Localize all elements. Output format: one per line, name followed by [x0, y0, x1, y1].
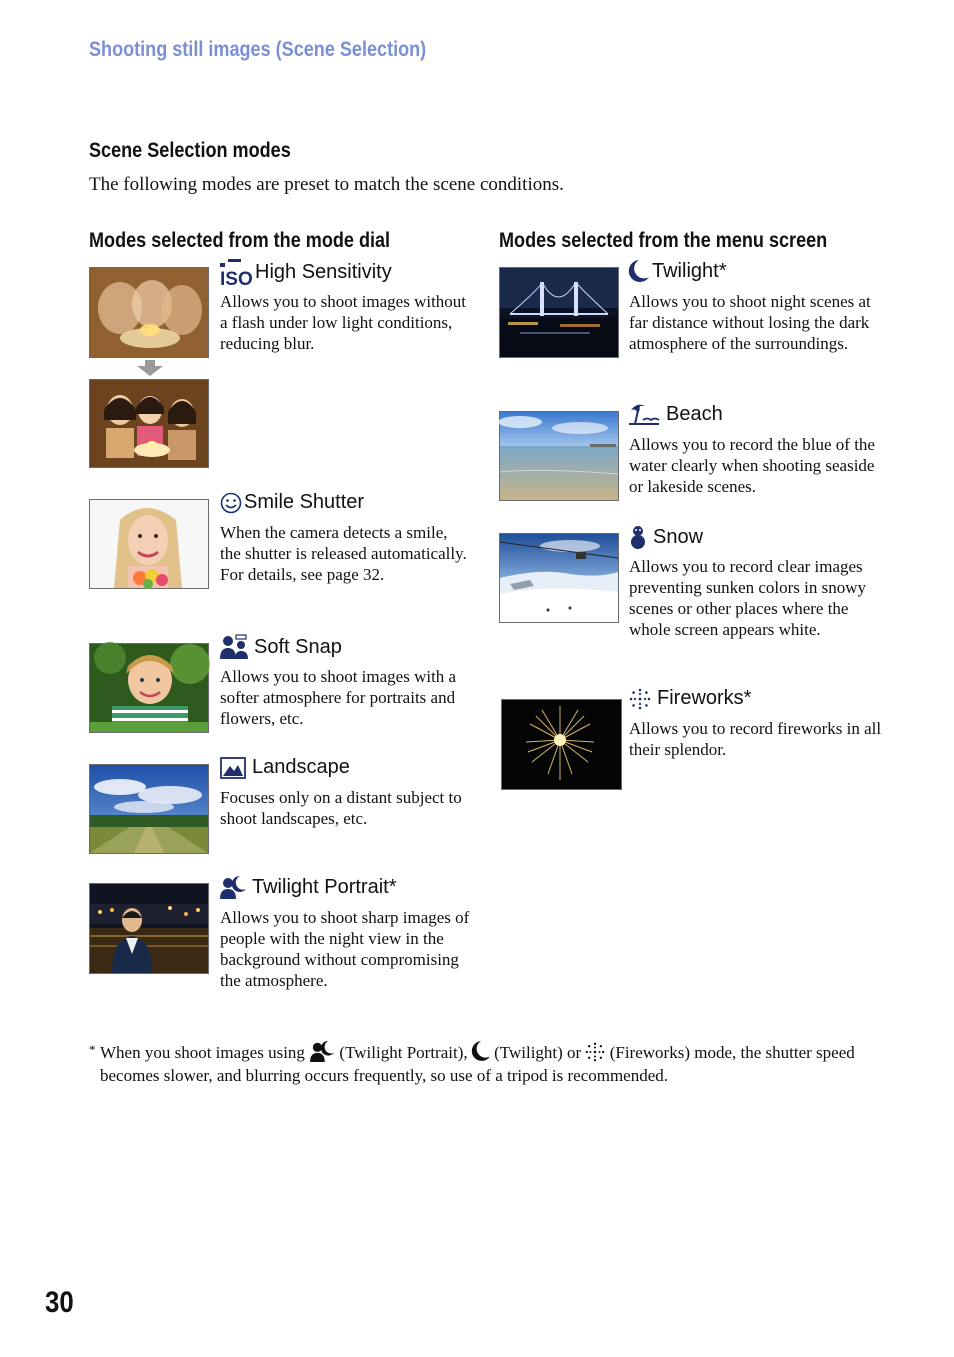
- snow-photo: [499, 533, 619, 623]
- down-arrow-icon: [137, 360, 163, 381]
- twilight-portrait-icon: [220, 875, 246, 899]
- footnote: [89, 1040, 889, 1087]
- iso-icon: [220, 259, 253, 290]
- right-column-title: Modes selected from the menu screen: [499, 229, 828, 252]
- fireworks-icon: [585, 1042, 605, 1062]
- beach-photo: [499, 411, 619, 501]
- footnote-marker: *: [89, 1042, 96, 1057]
- mode-title-high-sensitivity: [220, 259, 392, 290]
- running-head: Shooting still images (Scene Selection): [89, 38, 427, 61]
- high-sensitivity-after-photo: [89, 379, 209, 468]
- mode-desc-beach: Allows you to record the blue of the water clearly when shooting seaside or lakeside scenes.: [629, 435, 875, 496]
- mode-desc-high-sensitivity: Allows you to shoot images without a flash under low light conditions, reducing blur.: [220, 292, 467, 353]
- mode-desc-soft-snap: Allows you to shoot images with a softer atmosphere for portraits and flowers, etc.: [220, 667, 457, 728]
- left-column-title: Modes selected from the mode dial: [89, 229, 391, 252]
- mode-desc-fireworks: Allows you to record fireworks in all their splendor.: [629, 719, 882, 759]
- mode-title-text: High Sensitivity: [255, 261, 392, 283]
- mode-title-text: Snow: [653, 525, 704, 548]
- mode-title-text: Beach: [666, 402, 723, 425]
- mode-title-smile-shutter: [220, 491, 364, 514]
- svg-text:ISO: ISO: [220, 269, 253, 290]
- fireworks-photo: [501, 699, 622, 790]
- section-title: Scene Selection modes: [89, 139, 291, 162]
- fireworks-icon: [629, 688, 651, 710]
- mode-title-text: Soft Snap: [254, 635, 342, 658]
- high-sensitivity-before-photo: [89, 267, 209, 358]
- page-number: 30: [45, 1286, 74, 1319]
- mode-title-twilight: [629, 259, 726, 283]
- smile-icon: [220, 492, 242, 514]
- mode-desc-landscape: Focuses only on a distant subject to shoot landscapes, etc.: [220, 788, 462, 828]
- twilight-portrait-icon: [309, 1040, 335, 1062]
- mode-title-landscape: [220, 756, 350, 779]
- smile-shutter-photo: [89, 499, 209, 589]
- footnote-text-2: (Twilight Portrait),: [339, 1043, 468, 1062]
- moon-icon: [629, 259, 649, 283]
- twilight-photo: [499, 267, 619, 358]
- mode-title-twilight-portrait: [220, 875, 397, 899]
- mode-title-snow: [629, 525, 703, 549]
- mode-title-soft-snap: [220, 634, 342, 660]
- soft-snap-icon: [220, 634, 248, 660]
- mode-title-beach: [629, 402, 723, 426]
- mode-desc-smile-shutter: When the camera detects a smile, the shutter is released automatically. For details, see page 32.: [220, 523, 467, 584]
- mode-desc-twilight: Allows you to shoot night scenes at far distance without losing the dark atmosphere of the surroundings.: [629, 292, 871, 353]
- beach-icon: [629, 402, 659, 426]
- mode-title-text: Fireworks*: [657, 687, 752, 709]
- moon-icon: [472, 1040, 490, 1062]
- mode-title-text: Twilight*: [652, 259, 727, 282]
- footnote-text-1: When you shoot images using: [100, 1043, 305, 1062]
- footnote-text-4: (Fireworks) mode, the shutter speed becomes slower, and blurring occurs frequently, so use of a tripod is recommended.: [100, 1043, 855, 1085]
- soft-snap-photo: [89, 643, 209, 733]
- mode-title-text: Landscape: [252, 756, 350, 778]
- landscape-icon: [220, 757, 246, 779]
- mode-desc-twilight-portrait: Allows you to shoot sharp images of people with the night view in the background without compromising the atmosphere.: [220, 908, 470, 990]
- footnote-text-3: (Twilight) or: [494, 1043, 582, 1062]
- mode-title-fireworks: [629, 687, 751, 710]
- mode-title-text: Smile Shutter: [244, 491, 365, 513]
- landscape-photo: [89, 764, 209, 854]
- twilight-portrait-photo: [89, 883, 209, 974]
- snowman-icon: [629, 525, 647, 549]
- intro-text: The following modes are preset to match the scene conditions.: [89, 174, 564, 195]
- mode-title-text: Twilight Portrait*: [252, 875, 397, 898]
- mode-desc-snow: Allows you to record clear images preventing sunken colors in snowy scenes or other places where the whole screen appears white.: [629, 557, 867, 639]
